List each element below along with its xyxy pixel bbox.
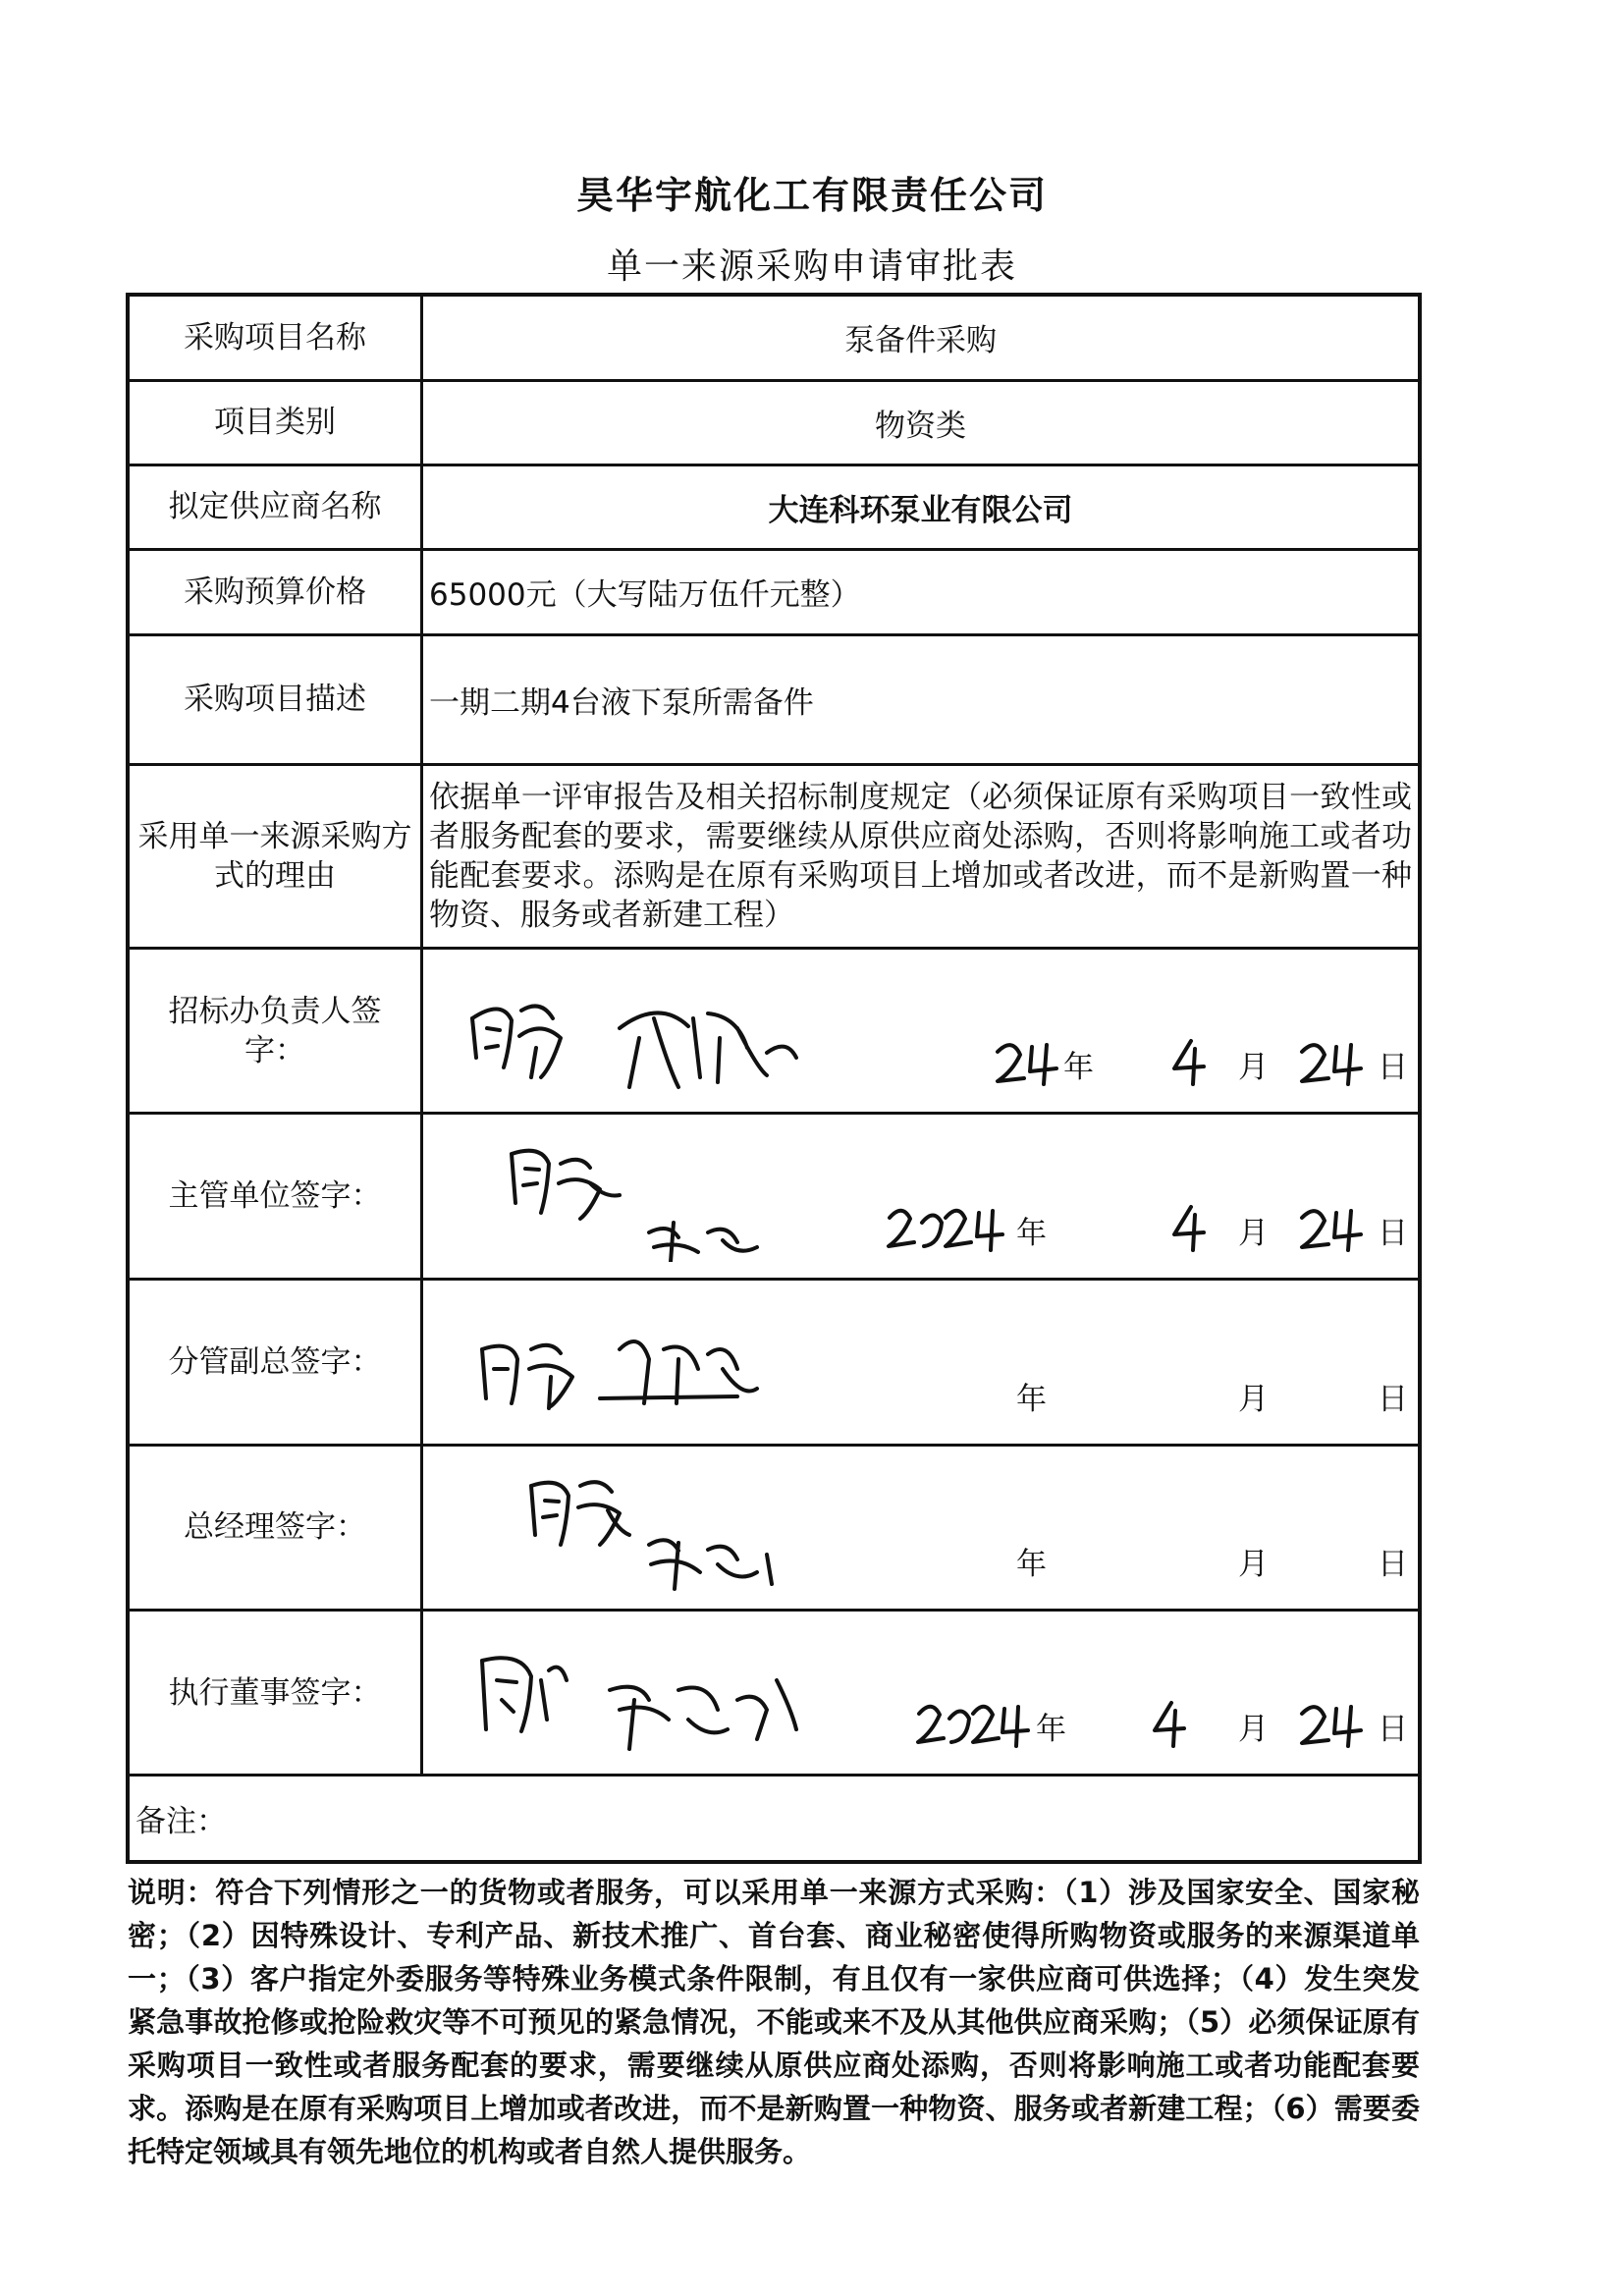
year-unit-department: 年 [1016,1215,1047,1251]
row-reason [128,765,1420,949]
approval-form-table [126,293,1422,1864]
reason-label: 采用单一来源采购方式的理由 [128,765,422,949]
budget-label: 采购预算价格 [128,549,422,634]
reason-value: 依据单一评审报告及相关招标制度规定（必须保证原有采购项目一致性或者服务配套的要求，需要继续从原供应商处添购，否则将影响施工或者功能配套要求。添购是在原有采购项目上增加或者改进，而不是新购置一种物资、服务或者新建工程） [422,765,1421,949]
row-category [128,380,1420,465]
remarks-label: 备注： [128,1776,1420,1862]
handwritten-year-department [885,1203,1012,1252]
company-name: 昊华宇航化工有限责任公司 [575,174,1048,217]
day-unit-deputy: 日 [1378,1381,1408,1417]
project-name-value: 泵备件采购 [422,295,1421,380]
handwritten-month-tendering [1169,1037,1209,1086]
row-project-name [128,295,1420,380]
row-remarks [128,1776,1420,1862]
sign-label-executive: 执行董事签字： [128,1611,422,1776]
supplier-value: 大连科环泵业有限公司 [422,465,1421,549]
category-label: 项目类别 [128,380,422,465]
description-value: 一期二期4台液下泵所需备件 [422,634,1421,764]
handwritten-month-executive [1150,1699,1189,1748]
row-sign-department [128,1114,1420,1279]
day-unit-department: 日 [1378,1215,1408,1251]
supplier-label: 拟定供应商名称 [128,465,422,549]
row-supplier [128,465,1420,549]
month-unit-department: 月 [1238,1215,1269,1251]
month-unit-executive: 月 [1238,1712,1269,1748]
handwritten-signature-deputy [443,1290,1052,1428]
budget-value: 65000元（大写陆万伍仟元整） [422,549,1421,634]
sign-label-tendering: 招标办负责人签字： [128,949,422,1114]
handwritten-year-executive [914,1699,1032,1748]
description-label: 采购项目描述 [128,634,422,764]
handwritten-day-executive [1297,1699,1366,1748]
day-unit-gm: 日 [1378,1547,1408,1583]
row-sign-gm [128,1445,1420,1610]
row-budget [128,549,1420,634]
row-sign-tendering [128,949,1420,1114]
row-sign-executive [128,1611,1420,1776]
month-unit-deputy: 月 [1238,1381,1269,1417]
year-unit-gm: 年 [1016,1547,1047,1583]
sign-label-gm: 总经理签字： [128,1445,422,1610]
handwritten-signature-gm [443,1456,1052,1594]
row-description [128,634,1420,764]
month-unit-gm: 月 [1238,1547,1269,1583]
handwritten-month-department [1169,1203,1209,1252]
handwritten-day-department [1297,1203,1366,1252]
year-unit-tendering: 年 [1063,1050,1094,1086]
category-value: 物资类 [422,380,1421,465]
row-sign-deputy [128,1279,1420,1445]
month-unit-tendering: 月 [1238,1050,1269,1086]
handwritten-day-tendering [1297,1037,1366,1086]
sign-label-deputy: 分管副总签字： [128,1279,422,1445]
handwritten-year-tendering [993,1037,1061,1086]
handwritten-signature-tendering [443,959,1052,1097]
form-title: 单一来源采购申请审批表 [606,246,1017,287]
sign-cell-tendering [422,949,1421,1114]
year-unit-executive: 年 [1036,1712,1066,1748]
sign-label-department: 主管单位签字： [128,1114,422,1279]
sign-cell-gm [422,1445,1421,1610]
sign-cell-deputy [422,1279,1421,1445]
explanation-note: 说明：符合下列情形之一的货物或者服务，可以采用单一来源方式采购：（1）涉及国家安全、国家秘密；（2）因特殊设计、专利产品、新技术推广、首台套、商业秘密使得所购物资或服务的来源渠道单一；（3）客户指定外委服务等特殊业务模式条件限制，有且仅有一家供应商可供选择；（4）发生突发紧急事故抢修或抢险救灾等不可预见的紧急情况，不能或来不及从其他供应商采购；（5）必须保证原有采购项目一致性或者服务配套的要求，需要继续从原供应商处添购，否则将影响施工或者功能配套要求。添购是在原有采购项目上增加或者改进，而不是新购置一种物资、服务或者新建工程；（6）需要委托特定领域具有领先地位的机构或者自然人提供服务。 [128,1876,1420,2168]
day-unit-executive: 日 [1378,1712,1408,1748]
project-name-label: 采购项目名称 [128,295,422,380]
sign-cell-department [422,1114,1421,1279]
day-unit-tendering: 日 [1378,1050,1408,1086]
sign-cell-executive [422,1611,1421,1776]
year-unit-deputy: 年 [1016,1381,1047,1417]
